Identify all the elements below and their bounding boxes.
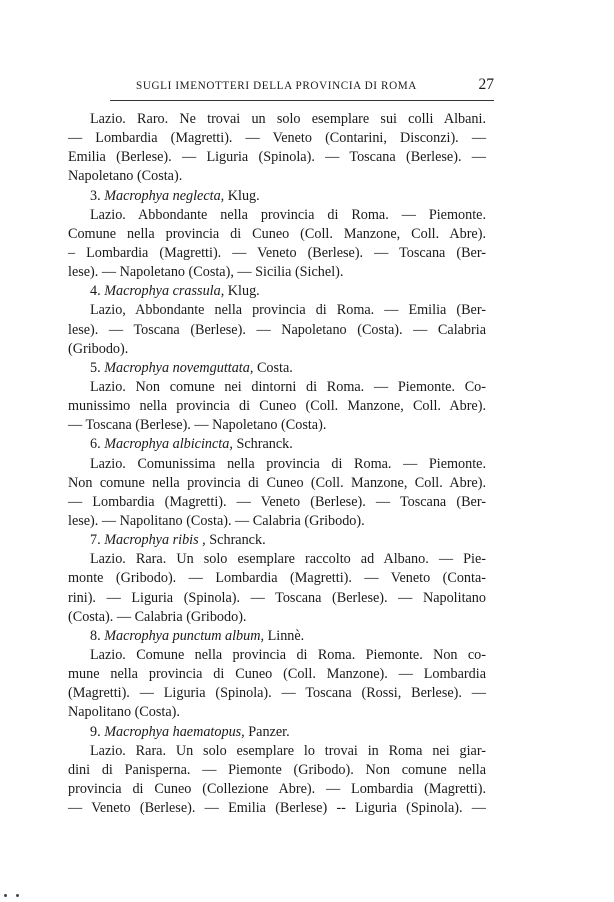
- body-text: [68, 110, 486, 818]
- text-line: Emilia (Berlese). — Liguria (Spinola). — Toscana (Berlese). —: [68, 149, 486, 166]
- species-number: 5.: [90, 359, 101, 376]
- header-rule: [110, 100, 494, 101]
- species-author: Panzer.: [248, 723, 290, 740]
- species-heading: [68, 627, 486, 646]
- species-author: Schranck.: [236, 436, 293, 453]
- species-number: 6.: [90, 436, 101, 453]
- page-number: 27: [478, 76, 494, 93]
- scan-specks: [4, 884, 28, 902]
- species-author: Linnè.: [267, 627, 305, 644]
- species-number: 8.: [90, 627, 101, 644]
- species-number: 3.: [90, 187, 101, 204]
- text-line: (Gribodo).: [68, 340, 129, 357]
- text-line: — Lombardia (Magretti). — Veneto (Berlese). — Toscana (Ber-: [68, 493, 486, 510]
- text-line: lese). — Toscana (Berlese). — Napoletano (Costa). — Calabria: [68, 321, 486, 338]
- text-line: lese). — Napolitano (Costa). — Calabria (Gribodo).: [68, 512, 365, 529]
- species-name: Macrophya crassula,: [104, 283, 225, 300]
- text-line: Lazio. Rara. Un solo esemplare raccolto ad Albano. — Pie-: [90, 551, 486, 568]
- text-line: Lazio. Rara. Un solo esemplare lo trovai in Roma nei giar-: [90, 742, 486, 759]
- text-line: monte (Gribodo). — Lombardia (Magretti). — Veneto (Conta-: [68, 570, 486, 587]
- species-number: 9.: [90, 723, 101, 740]
- species-name: Macrophya punctum album,: [104, 627, 265, 644]
- text-line: (Magretti). — Liguria (Spinola). — Toscana (Rossi, Berlese). —: [68, 685, 486, 702]
- text-line: — Toscana (Berlese). — Napoletano (Costa).: [68, 417, 327, 434]
- text-line: rini). — Liguria (Spinola). — Toscana (Berlese). — Napolitano: [68, 589, 486, 606]
- species-heading: [68, 187, 486, 206]
- text-line: — Veneto (Berlese). — Emilia (Berlese) -- Liguria (Spinola). —: [68, 800, 486, 817]
- text-line: Lazio. Comune nella provincia di Roma. Piemonte. Non co-: [90, 646, 486, 663]
- species-number: 4.: [90, 283, 101, 300]
- text-line: Comune nella provincia di Cuneo (Coll. Manzone, Coll. Abre).: [68, 225, 486, 242]
- species-heading: [68, 435, 486, 454]
- species-author: Klug.: [227, 283, 260, 300]
- species-heading: [68, 282, 486, 301]
- text-line: mune nella provincia di Cuneo (Coll. Manzone). — Lombardia: [68, 666, 486, 683]
- text-line: lese). — Napoletano (Costa), — Sicilia (Sichel).: [68, 264, 344, 281]
- text-line: Napolitano (Costa).: [68, 704, 180, 721]
- text-line: – Lombardia (Magretti). — Veneto (Berlese). — Toscana (Ber-: [68, 244, 486, 261]
- text-line: dini di Panisperna. — Piemonte (Gribodo). Non comune nella: [68, 761, 486, 778]
- species-heading: [68, 359, 486, 378]
- running-head: [110, 76, 494, 98]
- text-line: Lazio, Abbondante nella provincia di Roma. — Emilia (Ber-: [90, 302, 486, 319]
- species-name: Macrophya novemguttata,: [104, 359, 254, 376]
- species-name: Macrophya haematopus,: [104, 723, 245, 740]
- species-author: Costa.: [256, 359, 293, 376]
- text-line: Lazio. Comunissima nella provincia di Roma. — Piemonte.: [90, 455, 486, 472]
- text-line: provincia di Cuneo (Collezione Abre). — Lombardia (Magretti).: [68, 780, 486, 797]
- text-line: Lazio. Abbondante nella provincia di Roma. — Piemonte.: [90, 206, 486, 223]
- species-heading: [68, 723, 486, 742]
- text-line: Non comune nella provincia di Cuneo (Coll. Manzone, Coll. Abre).: [68, 474, 486, 491]
- species-heading: [68, 531, 486, 550]
- species-number: 7.: [90, 532, 101, 549]
- text-line: Napoletano (Costa).: [68, 168, 183, 185]
- species-author: Klug.: [227, 187, 260, 204]
- species-name: Macrophya ribis ,: [104, 532, 206, 549]
- text-line: Lazio. Raro. Ne trovai un solo esemplare sui colli Albani.: [90, 111, 486, 127]
- running-title: SUGLI IMENOTTERI DELLA PROVINCIA DI ROMA: [136, 80, 417, 92]
- text-line: (Costa). — Calabria (Gribodo).: [68, 608, 247, 625]
- text-line: — Lombardia (Magretti). — Veneto (Contarini, Disconzi). —: [68, 130, 486, 147]
- species-author: Schranck.: [209, 532, 266, 549]
- species-name: Macrophya neglecta,: [104, 187, 225, 204]
- text-line: Lazio. Non comune nei dintorni di Roma. — Piemonte. Co-: [90, 378, 486, 395]
- species-name: Macrophya albicincta,: [104, 436, 233, 453]
- text-line: munissimo nella provincia di Cuneo (Coll. Manzone, Coll. Abre).: [68, 398, 486, 415]
